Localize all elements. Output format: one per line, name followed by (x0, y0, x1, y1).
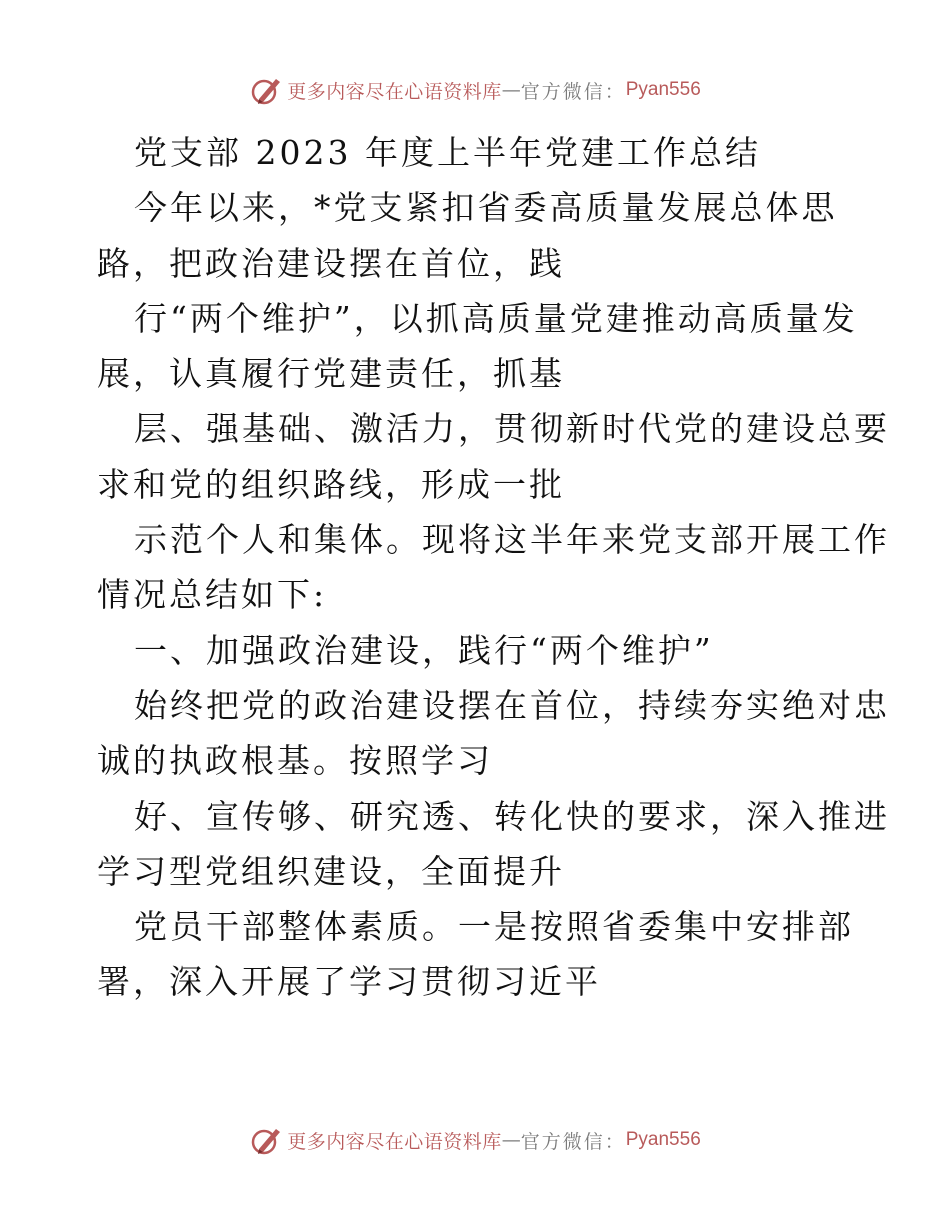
paragraph-line: 学习型党组织建设，全面提升 (97, 851, 565, 891)
pen-logo-icon (249, 1123, 283, 1157)
footer-slogan: 更多内容尽在心语资料库 (287, 1130, 502, 1153)
paragraph-line: 好、宣传够、研究透、转化快的要求，深入推进 (134, 796, 890, 836)
header-banner (0, 70, 950, 110)
paragraph-line: 党员干部整体素质。一是按照省委集中安排部 (134, 907, 854, 947)
paragraph-line: 情况总结如下: (97, 575, 328, 615)
paragraph-line: 署，深入开展了学习贯彻习近平 (97, 962, 601, 1002)
footer-separator: — (501, 1129, 521, 1151)
paragraph-line: 今年以来，*党支紧扣省委高质量发展总体思 (134, 188, 838, 228)
footer-banner (0, 1120, 950, 1160)
header-separator: — (501, 79, 521, 101)
header-wechat-id: Pyan556 (625, 79, 701, 100)
document-body (97, 125, 890, 1010)
paragraph-line: 层、强基础、激活力，贯彻新时代党的建设总要 (134, 409, 890, 449)
header-slogan: 更多内容尽在心语资料库 (287, 80, 502, 103)
paragraph-line: 诚的执政根基。按照学习 (97, 741, 493, 781)
footer-wechat-id: Pyan556 (625, 1129, 701, 1150)
document-title: 党支部 2023 年度上半年党建工作总结 (134, 133, 761, 172)
paragraph-line: 展，认真履行党建责任，抓基 (97, 354, 565, 394)
paragraph-line: 行“两个维护”，以抓高质量党建推动高质量发 (134, 298, 858, 338)
section-heading: 一、加强政治建设，践行“两个维护” (134, 630, 714, 670)
paragraph-line: 始终把党的政治建设摆在首位，持续夯实绝对忠 (134, 685, 890, 725)
paragraph-line: 路，把政治建设摆在首位，践 (97, 243, 565, 283)
paragraph-line: 求和党的组织路线，形成一批 (97, 464, 565, 504)
paragraph-line: 示范个人和集体。现将这半年来党支部开展工作 (134, 520, 890, 560)
pen-logo-icon (249, 73, 283, 107)
footer-wechat-label: 官方微信： (520, 1130, 626, 1153)
header-wechat-label: 官方微信： (520, 80, 626, 103)
